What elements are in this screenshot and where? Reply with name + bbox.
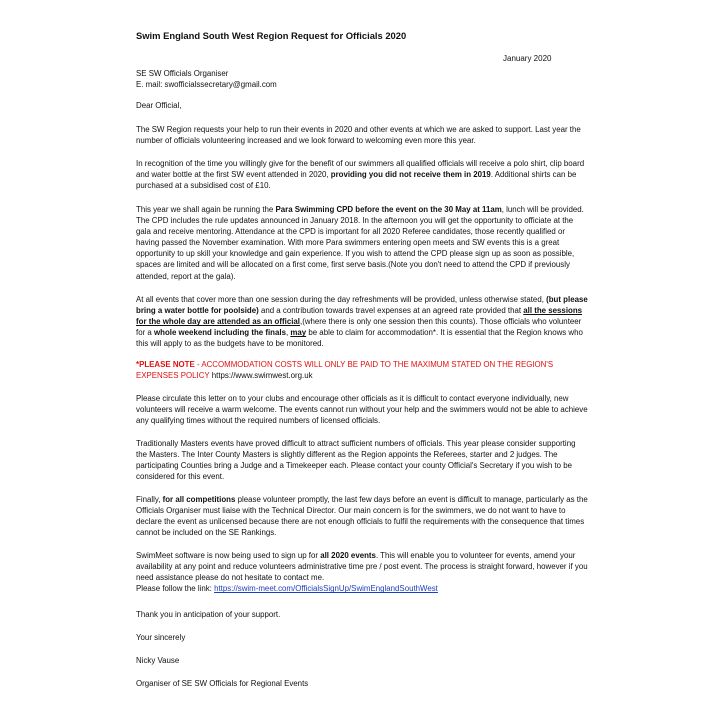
paragraph-expenses	[136, 294, 588, 349]
text-run: ,(where there is only one session then this counts). Those officials who volunteer for a	[136, 317, 582, 338]
text-run: In recognition of the time you willingly give for the benefit of our swimmers all qualified officials will receive a polo shirt, clip board and water bottle at the first SW event attended in 2020,	[136, 159, 585, 180]
sender-line: SE SW Officials Organiser	[136, 69, 229, 78]
text-run: . This will enable you to volunteer for events, amend your availability at any point and reduce volunteers administrative time pre / post event. The process is straight forward, however if you need assistance please do not hesitate to contact me.	[136, 551, 588, 583]
text-run: be able to claim for accommodation*. It is essential that the Region knows who this will apply to as the budgets have to be monitored.	[136, 328, 583, 349]
text-run: please volunteer promptly, the last few days before an event is difficult to manage, particularly as the Officials Organiser must liaise with the Technical Director. Our main concern is for the swimmers, we do not want to have to declare the event as unlicensed because there are not enough officials to fulfil the requirements with the consequence that times cannot be included on the SE Rankings.	[136, 495, 588, 538]
note-text: - ACCOMMODATION COSTS WILL ONLY BE PAID TO THE MAXIMUM STATED ON THE REGION'S EXPENSES POLICY	[136, 360, 554, 381]
signature-role: Organiser of SE SW Officials for Regional Events	[136, 679, 309, 688]
paragraph-cpd	[136, 204, 588, 282]
text-run: and a contribution towards travel expenses at an agreed rate provided that	[258, 306, 524, 316]
sender-email: E. mail: swofficialssecretary@gmail.com	[136, 80, 277, 90]
text-run: , lunch will be provided. The CPD includes the rule updates announced in January 2018. In the afternoon you will get the opportunity to officiate at the gala and receive mentoring. Attendance at the CPD is important for all 2020 Referee candidates, those recently qualified or having passed the November examination. With more Para swimmers entering open meets and SW events this is a great opportunity to up skill your knowledge and gain experience. If you wish to attend the CPD please sign up as soon as possible, spaces are limited and will be allocated on a first come, first serve basis.(Note you don't need to attend the CPD if previously attended, report at the gala).	[136, 205, 584, 281]
greeting: Dear Official,	[136, 101, 182, 110]
underlined-run: may	[290, 328, 307, 338]
note-label: *PLEASE NOTE	[136, 360, 195, 369]
bold-run: all 2020 events	[320, 551, 376, 560]
bold-run: providing you did not receive them in 2019	[330, 170, 491, 180]
letter-title: Swim England South West Region Request for Officials 2020	[136, 30, 407, 41]
note-url[interactable]: https://www.swimwest.org.uk	[211, 371, 313, 381]
bold-run: Para Swimming CPD before the event on the 30 May at 11am	[275, 205, 502, 214]
paragraph-recognition	[136, 158, 588, 191]
thanks-line: Thank you in anticipation of your support.	[136, 610, 281, 619]
letter-date: January 2020	[503, 54, 552, 63]
bold-run: for all competitions	[162, 495, 236, 504]
paragraph-masters: Traditionally Masters events have proved difficult to attract sufficient numbers of officials. This year please consider supporting the Masters. The Inter County Masters is slightly different as the Region appoints the Referees, starter and 2 judges. The participating Counties bring a Judge and a Timekeeper each. Please contact your county Official's Secretary if you wish to be considered for this event.	[136, 439, 576, 482]
paragraph-intro: The SW Region requests your help to run their events in 2020 and other events at which we are asked to support. Last year the number of officials volunteering increased and we look forward to welcoming even more this year.	[136, 125, 581, 146]
sender-block	[136, 68, 588, 90]
text-run: SwimMeet software is now being used to sign up for	[136, 551, 321, 560]
follow-label: Please follow the link:	[136, 584, 215, 594]
closing-line: Your sincerely	[136, 633, 186, 642]
bold-run: whole weekend including the finals	[153, 328, 286, 338]
underlined-run: all the sessions for the whole day are attended as an official	[136, 306, 583, 327]
text-run: . Additional shirts can be purchased at a subsidised cost of £10.	[136, 170, 577, 191]
text-run: ,	[285, 328, 291, 338]
paragraph-circulate: Please circulate this letter on to your clubs and encourage other officials as it is difficult to contact everyone individually, new volunteers will receive a warm welcome. The events cannot run without your help and the swimmers would not be able to achieve any qualifying times without the required numbers of licensed officials.	[136, 394, 588, 426]
bold-run: (but please bring a water bottle for poolside)	[136, 295, 588, 316]
signature-name: Nicky Vause	[136, 656, 180, 665]
text-run: At all events that cover more than one session during the day refreshments will be provided, unless otherwise stated,	[136, 295, 547, 304]
paragraph-finally	[136, 494, 588, 538]
signup-link[interactable]: https://swim-meet.com/OfficialsSignUp/SwimEnglandSouthWest	[214, 584, 438, 594]
paragraph-note	[136, 359, 588, 381]
text-run: Finally,	[136, 495, 163, 504]
text-run: This year we shall again be running the	[136, 205, 276, 214]
paragraph-swimmeet	[136, 550, 588, 594]
